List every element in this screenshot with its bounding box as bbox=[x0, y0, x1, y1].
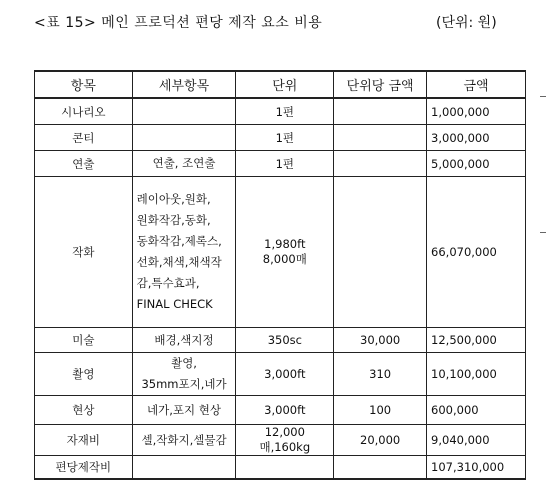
detail-line: 감,특수효과, bbox=[136, 276, 200, 290]
unit-cell bbox=[236, 353, 334, 396]
per-unit-cell bbox=[334, 125, 427, 151]
unit-cell bbox=[236, 98, 334, 125]
detail-line: 35mm포지,네가 bbox=[141, 377, 227, 391]
detail-cell bbox=[132, 328, 236, 353]
unit-note: (단위: 원) bbox=[436, 15, 497, 31]
detail-line: 동화작감,제록스, bbox=[136, 234, 222, 248]
detail-cell bbox=[132, 98, 236, 125]
table-caption: <표 15> 메인 프로덕션 편당 제작 요소 비용 bbox=[34, 15, 323, 31]
margin-mark bbox=[540, 96, 546, 97]
unit-cell bbox=[236, 177, 334, 328]
per-unit-cell bbox=[334, 177, 427, 328]
unit-line: 1편 bbox=[275, 156, 295, 171]
total-amount-cell: 107,310,000 bbox=[427, 456, 526, 480]
per-unit-cell: 30,000 bbox=[334, 328, 427, 353]
unit-line: 1편 bbox=[275, 130, 295, 145]
per-unit-cell: 100 bbox=[334, 396, 427, 425]
unit-line: 8,000매 bbox=[262, 252, 307, 266]
detail-cell bbox=[132, 353, 236, 396]
per-unit-cell bbox=[334, 98, 427, 125]
unit-cell bbox=[236, 328, 334, 353]
table-row bbox=[35, 425, 526, 456]
detail-cell bbox=[132, 177, 236, 328]
amount-cell: 66,070,000 bbox=[427, 177, 526, 328]
detail-line: 레이아웃,원화, bbox=[136, 192, 211, 206]
column-header: 단위당 금액 bbox=[334, 71, 427, 98]
table-row bbox=[35, 125, 526, 151]
table-row bbox=[35, 396, 526, 425]
detail-line: 셀,작화지,셀물감 bbox=[141, 432, 227, 447]
detail-line: 촬영, bbox=[171, 356, 197, 370]
item-cell: 현상 bbox=[35, 396, 133, 425]
table-row bbox=[35, 353, 526, 396]
table-row bbox=[35, 98, 526, 125]
item-cell: 편당제작비 bbox=[35, 456, 133, 480]
column-header: 단위 bbox=[236, 71, 334, 98]
item-cell: 촬영 bbox=[35, 353, 133, 396]
detail-line: FINAL CHECK bbox=[136, 297, 213, 311]
item-cell: 작화 bbox=[35, 177, 133, 328]
item-cell: 콘티 bbox=[35, 125, 133, 151]
unit-cell bbox=[236, 396, 334, 425]
detail-cell bbox=[132, 151, 236, 177]
detail-cell bbox=[132, 125, 236, 151]
table-row bbox=[35, 328, 526, 353]
detail-line: 연출, 조연출 bbox=[152, 156, 216, 170]
detail-line: 원화작감,동화, bbox=[136, 213, 211, 227]
per-unit-cell: 20,000 bbox=[334, 425, 427, 456]
unit-line: 3,000ft bbox=[264, 403, 306, 417]
unit-line: 1편 bbox=[275, 104, 295, 119]
amount-cell: 12,500,000 bbox=[427, 328, 526, 353]
detail-line: 네가,포지 현상 bbox=[147, 402, 222, 417]
table-row bbox=[35, 177, 526, 328]
item-cell: 시나리오 bbox=[35, 98, 133, 125]
per-unit-cell bbox=[334, 151, 427, 177]
header-row bbox=[35, 71, 526, 98]
column-header: 금액 bbox=[427, 71, 526, 98]
unit-cell bbox=[236, 151, 334, 177]
per-unit-cell bbox=[334, 456, 427, 480]
amount-cell: 9,040,000 bbox=[427, 425, 526, 456]
unit-line: 12,000매,160kg bbox=[259, 425, 311, 454]
item-cell: 연출 bbox=[35, 151, 133, 177]
total-row bbox=[35, 456, 526, 480]
detail-cell bbox=[132, 456, 236, 480]
unit-cell bbox=[236, 456, 334, 480]
amount-cell: 3,000,000 bbox=[427, 125, 526, 151]
amount-cell: 10,100,000 bbox=[427, 353, 526, 396]
amount-cell: 600,000 bbox=[427, 396, 526, 425]
column-header: 항목 bbox=[35, 71, 133, 98]
amount-cell: 5,000,000 bbox=[427, 151, 526, 177]
unit-line: 1,980ft bbox=[264, 237, 306, 251]
unit-line: 3,000ft bbox=[264, 367, 306, 381]
per-unit-cell: 310 bbox=[334, 353, 427, 396]
column-header: 세부항목 bbox=[132, 71, 236, 98]
cost-table bbox=[34, 70, 526, 480]
item-cell: 미술 bbox=[35, 328, 133, 353]
detail-cell bbox=[132, 425, 236, 456]
detail-cell bbox=[132, 396, 236, 425]
unit-cell bbox=[236, 125, 334, 151]
margin-mark bbox=[540, 232, 546, 233]
unit-cell bbox=[236, 425, 334, 456]
detail-line: 선화,채색,채색작 bbox=[136, 255, 222, 269]
unit-line: 350sc bbox=[267, 333, 302, 347]
detail-line: 배경,색지정 bbox=[154, 332, 214, 347]
table-row bbox=[35, 151, 526, 177]
item-cell: 자재비 bbox=[35, 425, 133, 456]
amount-cell: 1,000,000 bbox=[427, 98, 526, 125]
